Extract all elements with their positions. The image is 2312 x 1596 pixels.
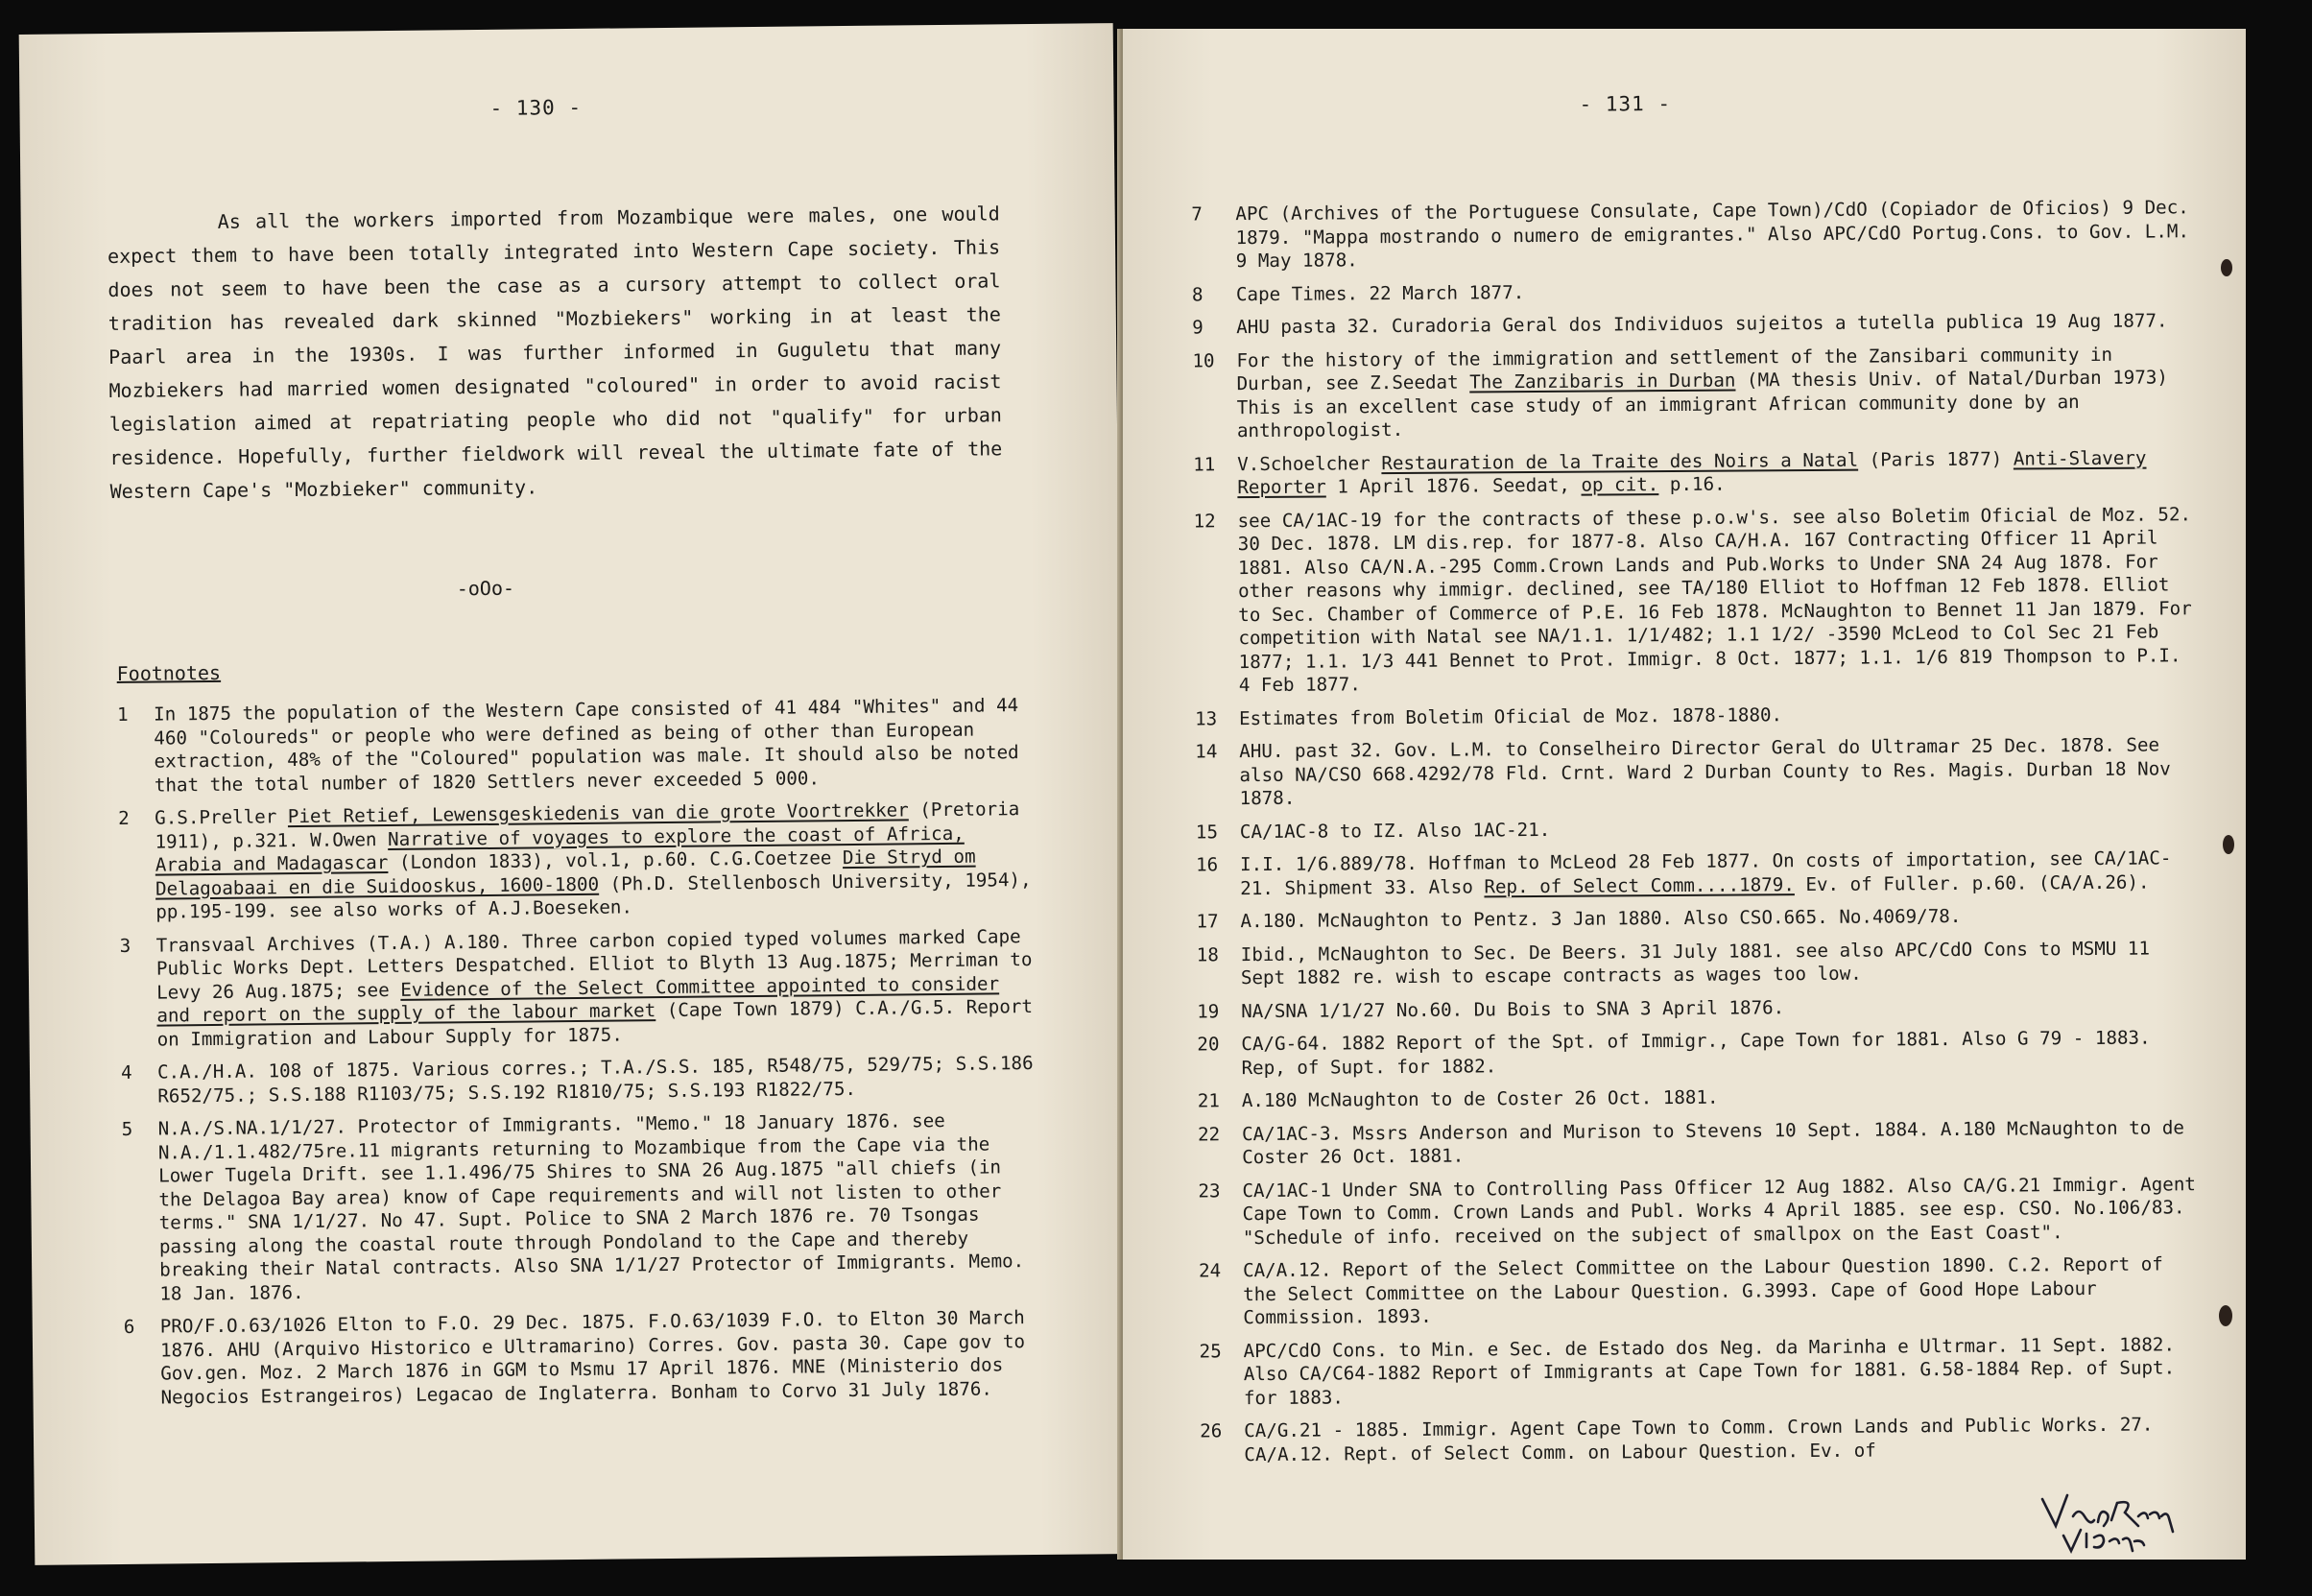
footnote-number: 5 xyxy=(121,1117,133,1140)
footnote-text-segment: A.180. McNaughton to Pentz. 3 Jan 1880. Also CSO.665. No.4069/78. xyxy=(1240,904,1962,933)
footnote-text-segment: (Ph.D. Stellenbosch University, 1954), pp.195-199. see also works of A.J.Boeseken. xyxy=(155,868,1032,923)
footnote-number: 24 xyxy=(1198,1259,1222,1282)
footnote-item xyxy=(1197,993,2195,1024)
footnote-number: 9 xyxy=(1192,316,1204,339)
footnote-item xyxy=(1198,1083,2196,1113)
footnote-number: 12 xyxy=(1193,509,1216,532)
footnote-text-segment: (Pretoria 1911), p.321. W.Owen xyxy=(155,798,1020,853)
page-number: - 131 - xyxy=(1579,92,1672,116)
footnote-text-segment: APC/CdO Cons. to Min. e Sec. de Estado dos Neg. da Marinha e Ultrmar. 11 Sept. 1882. Also CA/C64-1882 Report of Immigrants at Cape Town for 1881. G.58-1884 Rep. of Supt. for 1883. xyxy=(1243,1332,2176,1409)
footnote-text-segment: AHU. past 32. Gov. L.M. to Conselheiro Director Geral do Ultramar 25 Dec. 1878. See also NA/CSO 668.4292/78 Fld. Crnt. Ward 2 Durban County to Res. Magis. Durban 18 Nov 1878. xyxy=(1239,733,2171,810)
footnote-text xyxy=(1236,309,2167,338)
footnote-text-segment: Cape Times. 22 March 1877. xyxy=(1235,280,1525,305)
footnote-text-segment: PRO/F.O.63/1026 Elton to F.O. 29 Dec. 1875. F.O.63/1039 F.O. to Elton 30 March 1876. AHU (Arquivo Historico e Ultramarino) Corres. Gov. pasta 30. Cape gov to Gov.gen. Moz. 2 March 1876 in GGM to Msmu 17 April 1876. MNE (Ministerio dos Negocios Estrangeiros) Legacao de Inglaterra. Bonham to Corvo 31 July 1876. xyxy=(159,1306,1026,1409)
footnote-number: 15 xyxy=(1195,820,1219,843)
footnote-number: 19 xyxy=(1197,999,1220,1022)
footnote-item xyxy=(1197,1026,2195,1080)
footnote-number: 26 xyxy=(1200,1419,1223,1442)
footnote-text xyxy=(1235,196,2189,272)
footnote-text-segment: see CA/1AC-19 for the contracts of these p.o.w's. see also Boletim Oficial de Moz. 52. 30 Dec. 1878. LM dis.rep. for 1877-8. Also CA/H.A. 167 Contracting Officer 11 April 1881. Also CA/N.A.-295 Comm.Crown Lands and Pub.Works to Under SNA 24 Aug 1878. For other reasons why immigr. declined, see TA/180 Elliot to Hoffman 12 Feb 1878. Elliot to Sec. Chamber of Commerce of P.E. 16 Feb 1878. McNaughton to Bennet 11 Jan 1879. For competition with Natal see NA/1.1. 1/1/482; 1.1 1/2/ -3590 McLeod to Col Sec 21 Feb 1877; 1.1. 1/3 441 Bennet to Prot. Immigr. 8 Oct. 1877; 1.1. 1/6 819 Thompson to P.I. 4 Feb 1877. xyxy=(1237,502,2192,697)
footnote-text xyxy=(1243,1252,2163,1328)
footnote-text xyxy=(1236,281,1525,305)
footnote-text-segment: Transvaal Archives (T.A.) A.180. Three carbon copied typed volumes marked Cape Public Works Dept. Letters Despatched. Elliot to Blyth 13 Aug.1875; Merriman to Levy 26 Aug.1875; see xyxy=(155,924,1033,1004)
footnote-text-segment: Estimates from Boletim Oficial de Moz. 1878-1880. xyxy=(1238,703,1783,729)
footnote-text-segment: V.Schoelcher xyxy=(1237,451,1382,475)
footnote-item xyxy=(1193,503,2192,698)
underlined-title: Restauration de la Traite des Noirs a Natal xyxy=(1381,448,1859,474)
footnote-text xyxy=(1239,733,2171,809)
right-page xyxy=(1123,29,2246,1560)
handwritten-signature xyxy=(2035,1488,2179,1555)
footnote-text-segment: APC (Archives of the Portuguese Consulate, Cape Town)/CdO (Copiador de Oficios) 9 Dec. 1879. "Mappa mostrando o numero de emigrantes." Also APC/CdO Portug.Cons. to Gov. L.M. 9 May 1878. xyxy=(1235,196,2190,273)
footnote-number: 4 xyxy=(120,1060,132,1084)
footnote-text-segment: (London 1833), vol.1, p.60. C.G.Coetzee xyxy=(388,846,844,874)
footnote-text-segment: CA/1AC-3. Mssrs Anderson and Murison to Stevens 10 Sept. 1884. A.180 McNaughton to de Coster 26 Oct. 1881. xyxy=(1241,1115,2185,1169)
footnote-text-segment: For the history of the immigration and settlement of the Zansibari community in Durban, see Z.Seedat xyxy=(1236,343,2113,395)
footnote-item xyxy=(117,694,1039,798)
footnote-text xyxy=(1241,937,2150,989)
footnote-item xyxy=(1197,937,2195,990)
footnote-text-segment: (Cape Town 1879) C.A./G.5. Report on Immigration and Labour Supply for 1875. xyxy=(156,995,1034,1051)
footnote-item xyxy=(122,1108,1045,1306)
footnote-item xyxy=(1192,309,2190,340)
footnote-item xyxy=(1198,1116,2196,1170)
footnote-number: 13 xyxy=(1194,706,1218,729)
body-text xyxy=(107,197,1003,509)
footnote-item xyxy=(121,1052,1042,1108)
footnote-text xyxy=(1244,1414,2153,1465)
footnote-item xyxy=(1200,1413,2198,1466)
footnote-number: 8 xyxy=(1191,282,1204,306)
footnote-list xyxy=(117,694,1046,1419)
footnote-item xyxy=(1195,733,2193,811)
footnote-number: 23 xyxy=(1198,1179,1221,1202)
footnote-text xyxy=(1241,996,1784,1022)
footnote-text xyxy=(1237,446,2146,498)
footnote-number: 17 xyxy=(1196,910,1219,933)
footnote-item xyxy=(1196,814,2194,845)
footnote-item xyxy=(1196,846,2194,900)
footnote-text-segment: (Paris 1877) xyxy=(1857,447,2014,471)
footnote-text xyxy=(1240,905,1961,932)
footnote-text-segment: Ibid., McNaughton to Sec. De Beers. 31 July 1881. see also APC/CdO Cons to MSMU 11 Sept 1882 re. wish to escape contracts as wages too low. xyxy=(1240,937,2151,989)
footnote-text xyxy=(1240,818,1551,842)
footnote-number: 1 xyxy=(116,703,129,726)
footnote-text xyxy=(160,1306,1025,1408)
footnote-number: 10 xyxy=(1192,348,1215,372)
footnote-text-segment: CA/G.21 - 1885. Immigr. Agent Cape Town to Comm. Crown Lands and Public Works. 27. CA/A.12. Rept. of Select Comm. on Labour Question. Ev. of xyxy=(1244,1413,2154,1465)
footnote-number: 25 xyxy=(1199,1339,1222,1362)
footnotes-heading: Footnotes xyxy=(116,660,222,685)
footnote-item xyxy=(1198,1173,2196,1251)
scanned-document-spread xyxy=(27,29,2253,1560)
footnote-text-segment: In 1875 the population of the Western Cape consisted of 41 484 "Whites" and 44 460 "Coloureds" or people who were defined as being of other than European extraction, 48% of the "Coloured" population was male. It should also be noted that the total number of 1820 Settlers never exceeded 5 000. xyxy=(153,694,1019,797)
footnote-text-segment: CA/A.12. Report of the Select Committee on the Labour Question 1890. C.2. Report of the Select Committee on the Labour Question. G.3993. Cape of Good Hope Labour Commission. 1893. xyxy=(1242,1252,2163,1329)
underlined-title: Rep. of Select Comm....1879. xyxy=(1484,872,1795,897)
footnote-text xyxy=(157,1052,1034,1107)
footnote-item xyxy=(1193,446,2191,500)
section-separator: -oOo- xyxy=(456,576,515,601)
underlined-title: Piet Retief, Lewensgeskiedenis van die grote Voortrekker xyxy=(287,798,909,828)
footnote-number: 18 xyxy=(1196,942,1219,965)
footnote-item xyxy=(124,1306,1046,1410)
footnote-text xyxy=(155,798,1032,922)
footnote-text xyxy=(1240,846,2171,898)
footnote-item xyxy=(1192,276,2190,307)
underlined-title: Anti-Slavery Reporter xyxy=(1237,446,2147,499)
footnote-number: 16 xyxy=(1196,853,1219,876)
footnote-text xyxy=(158,1109,1025,1304)
footnote-text xyxy=(156,925,1034,1050)
underlined-title: Narrative of voyages to explore the coast of Africa, Arabia and Madagascar xyxy=(155,822,965,876)
underlined-title: Die Stryd om Delagoabaai en die Suidooskus, 1600-1800 xyxy=(155,845,976,900)
ink-stain xyxy=(2219,1305,2232,1326)
footnote-list xyxy=(1191,196,2198,1476)
footnote-number: 7 xyxy=(1191,202,1203,226)
footnote-item xyxy=(1191,196,2189,274)
footnote-number: 3 xyxy=(119,934,131,957)
footnote-item xyxy=(1195,701,2193,731)
footnote-text-segment: A.180 McNaughton to de Coster 26 Oct. 1881. xyxy=(1241,1085,1719,1112)
footnote-text-segment: N.A./S.NA.1/1/27. Protector of Immigrants. "Memo." 18 January 1876. see N.A./1.1.482/75re.11 migrants returning to Mozambique from the Cape via the Lower Tugela Drift. see 1.1.496/75 Shires to SNA 26 Aug.1875 "all chiefs (in the Delagoa Bay area) know of Cape requirements and will not listen to other terms." SNA 1/1/27. No 47. Supt. Police to SNA 2 March 1876 re. 70 Tsongas passing along the coastal route through Pondoland to the Cape and thereby breaking their Natal contracts. Also SNA 1/1/27 Protector of Immigrants. Memo. 18 Jan. 1876. xyxy=(157,1108,1025,1305)
footnote-number: 21 xyxy=(1197,1089,1220,1112)
footnote-text-segment: AHU pasta 32. Curadoria Geral dos Individuos sujeitos a tutella publica 19 Aug 1877. xyxy=(1236,309,2168,339)
footnote-item xyxy=(118,798,1040,925)
footnote-text xyxy=(1244,1333,2176,1409)
underlined-title: op cit. xyxy=(1581,473,1659,496)
body-paragraph: As all the workers imported from Mozambique were males, one would expect them to have been totally integrated into Western Cape society. This does not seem to have been the case as a cursory attempt to collect oral tradition has revealed dark skinned "Mozbiekers" working in at least the Paarl area in the 1930s. I was further informed in Guguletu that many Mozbiekers had married women designated "coloured" in order to avoid racist legislation aimed at repatriating people who did not "qualify" for urban residence. Hopefully, further fieldwork will reveal the ultimate fate of the Western Cape's "Mozbieker" community. xyxy=(107,202,1003,504)
ink-stain xyxy=(2223,835,2234,854)
ink-stain xyxy=(2221,259,2232,276)
footnote-text xyxy=(1239,703,1782,729)
footnote-text-segment: CA/1AC-1 Under SNA to Controlling Pass Officer 12 Aug 1882. Also CA/G.21 Immigr. Agent Cape Town to Comm. Crown Lands and Publ. Works 4 April 1885. see esp. CSO. No.106/83. "Schedule of info. received on the subject of smallpox on the East Coast". xyxy=(1242,1172,2196,1249)
footnote-item xyxy=(1192,343,2191,443)
footnote-item xyxy=(1199,1252,2197,1330)
footnote-text-segment: (MA thesis Univ. of Natal/Durban 1973) This is an excellent case study of an immigrant African community done by an anthropologist. xyxy=(1236,366,2169,442)
footnote-text xyxy=(1242,1173,2196,1249)
footnote-text-segment: C.A./H.A. 108 of 1875. Various corres.; T.A./S.S. 185, R548/75, 529/75; S.S.186 R652/75.; S.S.188 R1103/75; S.S.192 R1810/75; S.S.193 R1822/75. xyxy=(156,1052,1034,1108)
footnote-text xyxy=(1242,1116,2184,1168)
footnote-item xyxy=(1196,903,2194,934)
footnote-number: 20 xyxy=(1197,1033,1220,1056)
footnote-text xyxy=(1241,1027,2150,1079)
left-page xyxy=(19,23,1130,1565)
footnote-item xyxy=(120,924,1042,1052)
footnote-text-segment: I.I. 1/6.889/78. Hoffman to McLeod 28 Feb 1877. On costs of importation, see CA/1AC-21. Shipment 33. Also xyxy=(1240,846,2172,899)
footnote-text xyxy=(1242,1086,1719,1111)
footnote-text-segment: NA/SNA 1/1/27 No.60. Du Bois to SNA 3 April 1876. xyxy=(1241,995,1785,1022)
footnote-text-segment: CA/1AC-8 to IZ. Also 1AC-21. xyxy=(1239,818,1551,843)
page-number: - 130 - xyxy=(489,95,583,120)
footnote-number: 11 xyxy=(1193,452,1216,475)
footnote-text-segment: CA/G-64. 1882 Report of the Spt. of Immigr., Cape Town for 1881. Also G 79 - 1883. Rep, of Supt. for 1882. xyxy=(1241,1026,2151,1079)
footnote-text-segment: p.16. xyxy=(1658,472,1726,496)
footnote-number: 2 xyxy=(118,806,130,829)
footnote-text xyxy=(154,694,1019,796)
footnote-text-segment: G.S.Preller xyxy=(155,805,288,829)
footnote-number: 14 xyxy=(1195,740,1218,763)
footnote-item xyxy=(1200,1333,2198,1411)
underlined-title: Evidence of the Select Committee appointed to consider and report on the supply of the labour market xyxy=(156,971,1000,1027)
footnote-text xyxy=(1237,503,2191,696)
footnote-text-segment: 1 April 1876. Seedat, xyxy=(1325,473,1582,498)
underlined-title: The Zanzibaris in Durban xyxy=(1469,369,1736,393)
footnote-number: 22 xyxy=(1197,1122,1221,1145)
footnote-text-segment: Ev. of Fuller. p.60. (CA/A.26). xyxy=(1794,870,2150,895)
footnote-number: 6 xyxy=(123,1315,135,1338)
footnote-text xyxy=(1236,343,2168,441)
